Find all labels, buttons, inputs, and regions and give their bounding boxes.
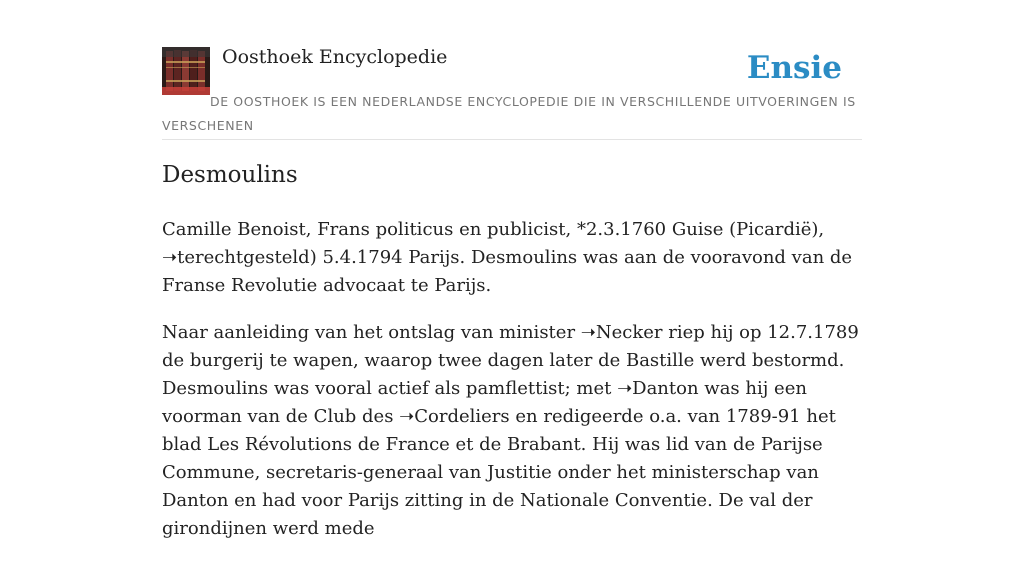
- article-paragraph: Camille Benoist, Frans politicus en publicist, *2.3.1760 Guise (Picardië), ➝terechtgesteld) 5.4.1794 Parijs. Desmoulins was aan de vooravond van de Franse Revolutie advocaat te Parijs.: [162, 219, 853, 296]
- article-body: [162, 216, 862, 562]
- avatar[interactable]: [162, 47, 210, 95]
- page-container: [162, 0, 862, 539]
- article-paragraph: Naar aanleiding van het ontslag van minister ➝Necker riep hij op 12.7.1789 de burgerij te wapen, waarop twee dagen later de Bastille werd bestormd. Desmoulins was vooral actief als pamflettist; met ➝Danton was hij een voorman van de Club des ➝Cordeliers en redigeerde o.a. van 1789-91 het blad Les Révolutions de France et de Brabant. Hij was lid van de Parijse Commune, secretaris-generaal van Justitie onder het ministerschap van Danton en had voor Parijs zitting in de Nationale Conventie. De val der girondijnen werd mede: [162, 322, 859, 539]
- site-name-link[interactable]: Oosthoek Encyclopedie: [222, 46, 448, 68]
- page-title: Desmoulins: [162, 162, 298, 188]
- site-tagline: DE OOSTHOEK IS EEN NEDERLANDSE ENCYCLOPEDIE DIE IN VERSCHILLENDE UITVOERINGEN IS VERSCHENEN: [162, 94, 856, 133]
- brand-logo[interactable]: Ensie: [746, 50, 842, 86]
- site-header: [162, 0, 862, 140]
- book-spines-icon: [162, 47, 210, 95]
